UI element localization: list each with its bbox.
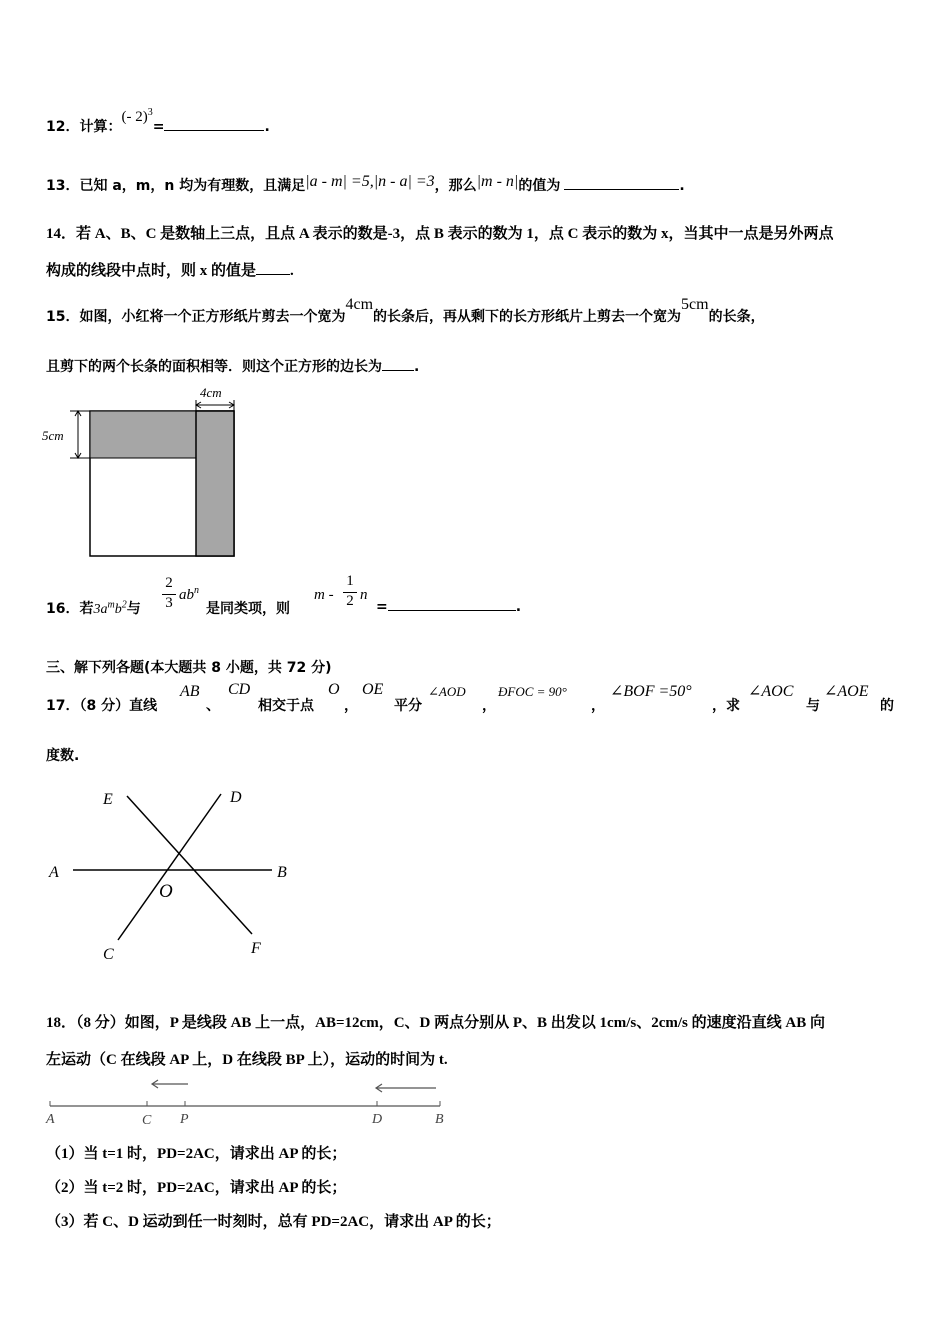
question-15-line1: 15．如图，小红将一个正方形纸片剪去一个宽为4cm的长条后，再从剩下的长方形纸片上剪去一个宽为5cm的长条，	[46, 296, 765, 325]
term-abn: $ab^n$	[179, 585, 199, 603]
answer-blank	[388, 598, 516, 611]
q17-text3: ，求	[712, 698, 740, 714]
label-B: B	[435, 1112, 444, 1127]
label-C: C	[103, 946, 114, 963]
question-16: 16．若$3a^mb^2$与	[46, 599, 141, 617]
width-4cm: 4cm	[345, 296, 374, 313]
frac-2-3: 2 3	[162, 575, 176, 612]
ray-OE: OE	[362, 681, 384, 698]
label-P: P	[180, 1112, 189, 1127]
answer-blank	[256, 262, 290, 275]
question-18-line1: 18．（8 分）如图，P 是线段 AB 上一点，AB=12cm，C、D 两点分别从 P、B 出发以 1cm/s、2cm/s 的速度沿直线 AB 向	[46, 1015, 825, 1031]
comma: ，	[591, 698, 605, 714]
figure-intersecting-lines	[40, 780, 310, 970]
question-15-line2: 且剪下的两个长条的面积相等．则这个正方形的边长为 .	[46, 359, 420, 375]
label-D: D	[230, 789, 242, 806]
comma: ，	[344, 698, 358, 714]
figure-square-strips	[40, 380, 250, 565]
section-3-heading: 三、解下列各题(本大题共 8 小题，共 72 分)	[46, 660, 332, 676]
question-12: 12．计算：(- 2)$^3$= .	[46, 107, 270, 135]
label-F: F	[251, 940, 261, 957]
question-17-line2: 度数.	[46, 748, 80, 764]
line-CD-drawn	[118, 794, 221, 940]
angle-BOF: ∠BOF =50°	[610, 683, 692, 700]
angle-AOE: ∠AOE	[824, 683, 869, 700]
frac-1-2: 1 2	[343, 573, 357, 610]
term-m-minus: m -	[314, 587, 334, 603]
line-EF-drawn	[127, 796, 252, 934]
q17-text4: 与	[806, 698, 820, 714]
label-4cm: 4cm	[200, 385, 222, 400]
label-E: E	[103, 791, 113, 808]
label-5cm: 5cm	[42, 428, 64, 443]
q16-mid-text: 是同类项，则	[206, 601, 290, 617]
label-O: O	[159, 881, 173, 902]
figure-number-line	[40, 1070, 460, 1130]
question-17-prefix: 17．（8 分）直线	[46, 698, 158, 714]
question-18-part1: （1）当 t=1 时，PD=2AC，请求出 AP 的长；	[46, 1146, 347, 1162]
q13-expr: |m - n|	[476, 173, 519, 190]
strip-4cm	[196, 411, 234, 556]
line-AB: AB	[180, 683, 200, 700]
q17-text5: 的	[880, 698, 894, 714]
angle-AOD: ∠AOD	[428, 684, 466, 699]
question-18-part2: （2）当 t=2 时，PD=2AC，请求出 AP 的长；	[46, 1180, 347, 1196]
label-D: D	[372, 1112, 383, 1127]
question-18-line2: 左运动（C 在线段 AP 上，D 在线段 BP 上），运动的时间为 t.	[46, 1052, 448, 1068]
label-A: A	[46, 1112, 55, 1127]
angle-FOC: ÐFOC = 90°	[498, 684, 567, 699]
q12-expr: (- 2)$^3$	[121, 107, 153, 125]
question-14-line2: 构成的线段中点时，则 x 的值是 .	[46, 263, 294, 279]
answer-blank	[564, 177, 679, 190]
label-C: C	[142, 1113, 152, 1128]
point-O: O	[328, 681, 340, 698]
term-n: n	[360, 587, 368, 603]
q17-text2: 平分	[394, 698, 422, 714]
answer-blank	[382, 358, 414, 371]
label-A: A	[49, 864, 59, 881]
q13-condition: |a - m| =5,|n - a| =3	[305, 173, 435, 190]
angle-AOC: ∠AOC	[748, 683, 794, 700]
comma: ，	[482, 698, 496, 714]
question-13: 13．已知 a，m，n 均为有理数，且满足|a - m| =5,|n - a| =3，那么|m - n|的值为 .	[46, 173, 685, 194]
answer-blank	[164, 118, 264, 131]
label-B: B	[277, 864, 287, 881]
sep: 、	[206, 698, 220, 714]
question-14-line1: 14．若 A、B、C 是数轴上三点，且点 A 表示的数是-3，点 B 表示的数为 1，点 C 表示的数为 x，当其中一点是另外两点	[46, 226, 834, 242]
strip-5cm	[90, 411, 196, 458]
width-5cm: 5cm	[681, 296, 709, 313]
line-CD: CD	[228, 681, 251, 698]
q17-text1: 相交于点	[258, 698, 314, 714]
question-18-part3: （3）若 C、D 运动到任一时刻时，总有 PD=2AC，请求出 AP 的长；	[46, 1214, 501, 1230]
term-3amb2: $3a^mb^2$	[93, 599, 127, 617]
q16-answer: = .	[376, 599, 522, 615]
